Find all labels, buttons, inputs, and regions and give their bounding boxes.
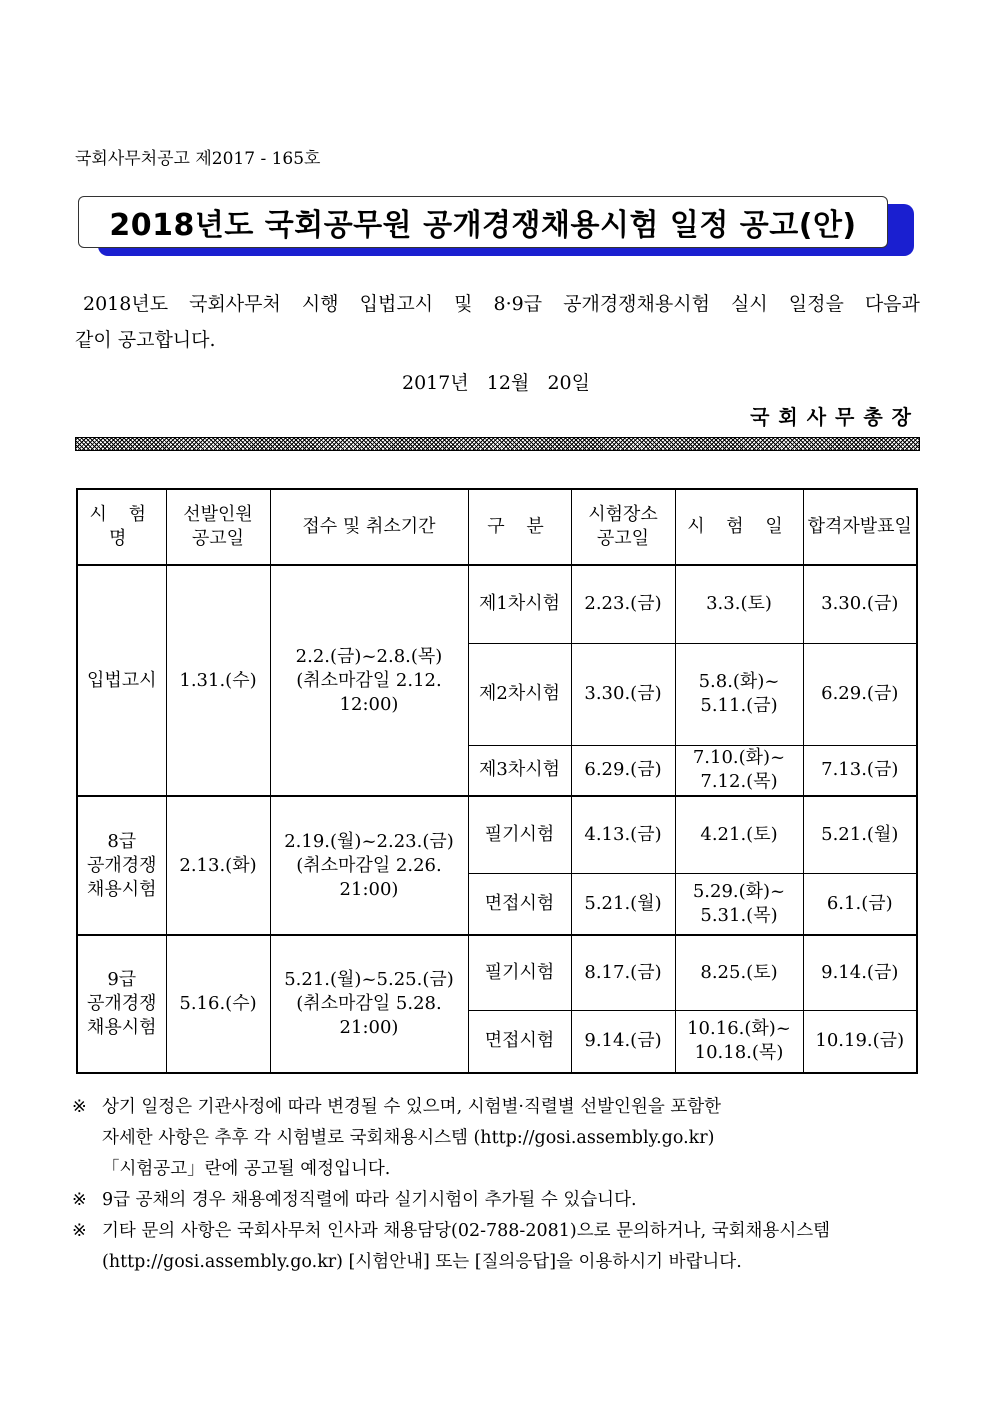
venue-date-cell: 4.13.(금): [571, 796, 675, 873]
period-line: 2.19.(월)~2.23.(금): [284, 830, 454, 852]
header-exam-name: 시 험 명: [77, 489, 166, 565]
category-cell: 제1차시험: [468, 565, 571, 643]
exam-name-line: 8급: [107, 830, 137, 852]
venue-date-cell: 5.21.(월): [571, 873, 675, 935]
exam-name-line: 공개경쟁: [86, 854, 157, 876]
result-date-cell: 6.29.(금): [803, 643, 917, 745]
notes: [72, 1092, 932, 1278]
note-line: 기타 문의 사항은 국회사무처 인사과 채용담당(02-788-2081)으로 문의하거나, 국회채용시스템: [102, 1221, 831, 1241]
page-title: 2018년도 국회공무원 공개경쟁채용시험 일정 공고(안): [109, 208, 857, 243]
exam-date-cell: [675, 565, 803, 643]
exam-date-line: 4.21.(토): [700, 823, 778, 845]
exam-name-line: 입법고시: [86, 669, 157, 691]
period-line: (취소마감일 2.12. 12:00): [296, 669, 442, 715]
title-box: [78, 196, 888, 248]
intro-word: 입법고시: [359, 293, 434, 315]
result-date-cell: 5.21.(월): [803, 796, 917, 873]
exam-date-line: 10.18.(목): [694, 1042, 784, 1064]
intro-word: 시행: [301, 293, 339, 315]
exam-date-line: 5.31.(목): [700, 904, 778, 926]
venue-date-cell: 3.30.(금): [571, 643, 675, 745]
announce-date-cell: 1.31.(수): [166, 565, 270, 796]
exam-date-cell: [675, 1010, 803, 1073]
exam-name-line: 9급: [107, 969, 137, 990]
announce-date-cell: 2.13.(화): [166, 796, 270, 935]
schedule-body: [77, 565, 917, 1073]
exam-date-line: 7.12.(목): [700, 771, 778, 793]
pattern-divider: [75, 437, 920, 451]
exam-name-cell: [77, 796, 166, 935]
exam-name-line: 공개경쟁: [86, 993, 157, 1014]
exam-date-line: 8.25.(토): [700, 961, 778, 983]
intro-word: 및: [454, 293, 473, 315]
note-item: [72, 1216, 932, 1278]
note-body: [102, 1216, 932, 1278]
header-period: 접수 및 취소기간: [270, 489, 468, 565]
category-cell: 면접시험: [468, 1010, 571, 1073]
header-result-date: 합격자발표일: [803, 489, 917, 565]
note-line: 자세한 사항은 추후 각 시험별로 국회채용시스템 (http://gosi.assembly.go.kr): [102, 1128, 715, 1148]
period-line: 5.21.(월)~5.25.(금): [284, 969, 454, 990]
exam-date-cell: [675, 643, 803, 745]
header-exam-date: 시 험 일: [675, 489, 803, 565]
exam-date-line: 7.10.(화)~: [692, 747, 786, 769]
category-cell: 면접시험: [468, 873, 571, 935]
exam-name-line: 채용시험: [86, 1017, 157, 1038]
schedule-table: [76, 488, 918, 1074]
intro-word: 공개경쟁채용시험: [563, 293, 710, 315]
exam-date-line: 10.16.(화)~: [687, 1018, 791, 1040]
venue-date-cell: 8.17.(금): [571, 935, 675, 1010]
note-mark: ※: [72, 1097, 87, 1117]
venue-date-cell: 6.29.(금): [571, 745, 675, 796]
exam-date-cell: [675, 935, 803, 1010]
note-item: [72, 1092, 932, 1185]
title-banner: [78, 196, 914, 256]
note-body: [102, 1185, 932, 1216]
table-row: [77, 796, 917, 873]
exam-date-cell: [675, 745, 803, 796]
signer: 국회사무총장: [750, 405, 920, 429]
exam-date-line: 5.11.(금): [700, 695, 778, 716]
note-line: 「시험공고」란에 공고될 예정입니다.: [102, 1159, 391, 1179]
note-line: 9급 공채의 경우 채용예정직렬에 따라 실기시험이 추가될 수 있습니다.: [102, 1190, 637, 1210]
intro-paragraph: [75, 286, 920, 358]
period-line: (취소마감일 5.28. 21:00): [296, 993, 442, 1038]
note-line: (http://gosi.assembly.go.kr) [시험안내] 또는 [질의응답]을 이용하시기 바랍니다.: [102, 1252, 742, 1272]
announce-date-cell: 5.16.(수): [166, 935, 270, 1073]
intro-word: 2018년도: [83, 293, 169, 315]
result-date-cell: 10.19.(금): [803, 1010, 917, 1073]
period-cell: [270, 935, 468, 1073]
category-cell: 필기시험: [468, 796, 571, 873]
venue-date-cell: 2.23.(금): [571, 565, 675, 643]
period-cell: [270, 565, 468, 796]
intro-word: 8·9급: [493, 293, 543, 315]
exam-date-line: 5.29.(화)~: [692, 880, 786, 902]
announcement-date: 2017년 12월 20일: [401, 372, 590, 394]
exam-date-line: 3.3.(토): [706, 593, 772, 615]
exam-name-line: 채용시험: [86, 878, 157, 900]
intro-word: 국회사무처: [189, 293, 281, 315]
exam-name-cell: [77, 565, 166, 796]
category-cell: 필기시험: [468, 935, 571, 1010]
intro-word: 실시: [730, 293, 768, 315]
result-date-cell: 7.13.(금): [803, 745, 917, 796]
period-line: 2.2.(금)~2.8.(목): [295, 645, 443, 667]
result-date-cell: 9.14.(금): [803, 935, 917, 1010]
exam-date-cell: [675, 796, 803, 873]
intro-word: 다음과: [864, 293, 920, 315]
exam-name-cell: [77, 935, 166, 1073]
category-cell: 제3차시험: [468, 745, 571, 796]
period-cell: [270, 796, 468, 935]
table-header-row: [77, 489, 917, 565]
note-body: [102, 1092, 932, 1185]
table-row: [77, 935, 917, 1010]
header-announce-date: 선발인원 공고일: [166, 489, 270, 565]
venue-date-cell: 9.14.(금): [571, 1010, 675, 1073]
exam-date-line: 5.8.(화)~: [698, 671, 780, 692]
notice-number: 국회사무처공고 제2017 - 165호: [75, 149, 321, 169]
result-date-cell: 6.1.(금): [803, 873, 917, 935]
header-category: 구 분: [468, 489, 571, 565]
intro-line-1: [75, 286, 920, 322]
result-date-cell: 3.30.(금): [803, 565, 917, 643]
note-item: [72, 1185, 932, 1216]
header-venue-date: 시험장소 공고일: [571, 489, 675, 565]
exam-date-cell: [675, 873, 803, 935]
intro-word: 일정을: [788, 293, 844, 315]
intro-line-2: 같이 공고합니다.: [75, 329, 216, 351]
note-line: 상기 일정은 기관사정에 따라 변경될 수 있으며, 시험별·직렬별 선발인원을 포함한: [102, 1097, 722, 1117]
table-row: [77, 565, 917, 643]
note-mark: ※: [72, 1190, 87, 1210]
category-cell: 제2차시험: [468, 643, 571, 745]
period-line: (취소마감일 2.26. 21:00): [296, 854, 442, 900]
note-mark: ※: [72, 1221, 87, 1241]
